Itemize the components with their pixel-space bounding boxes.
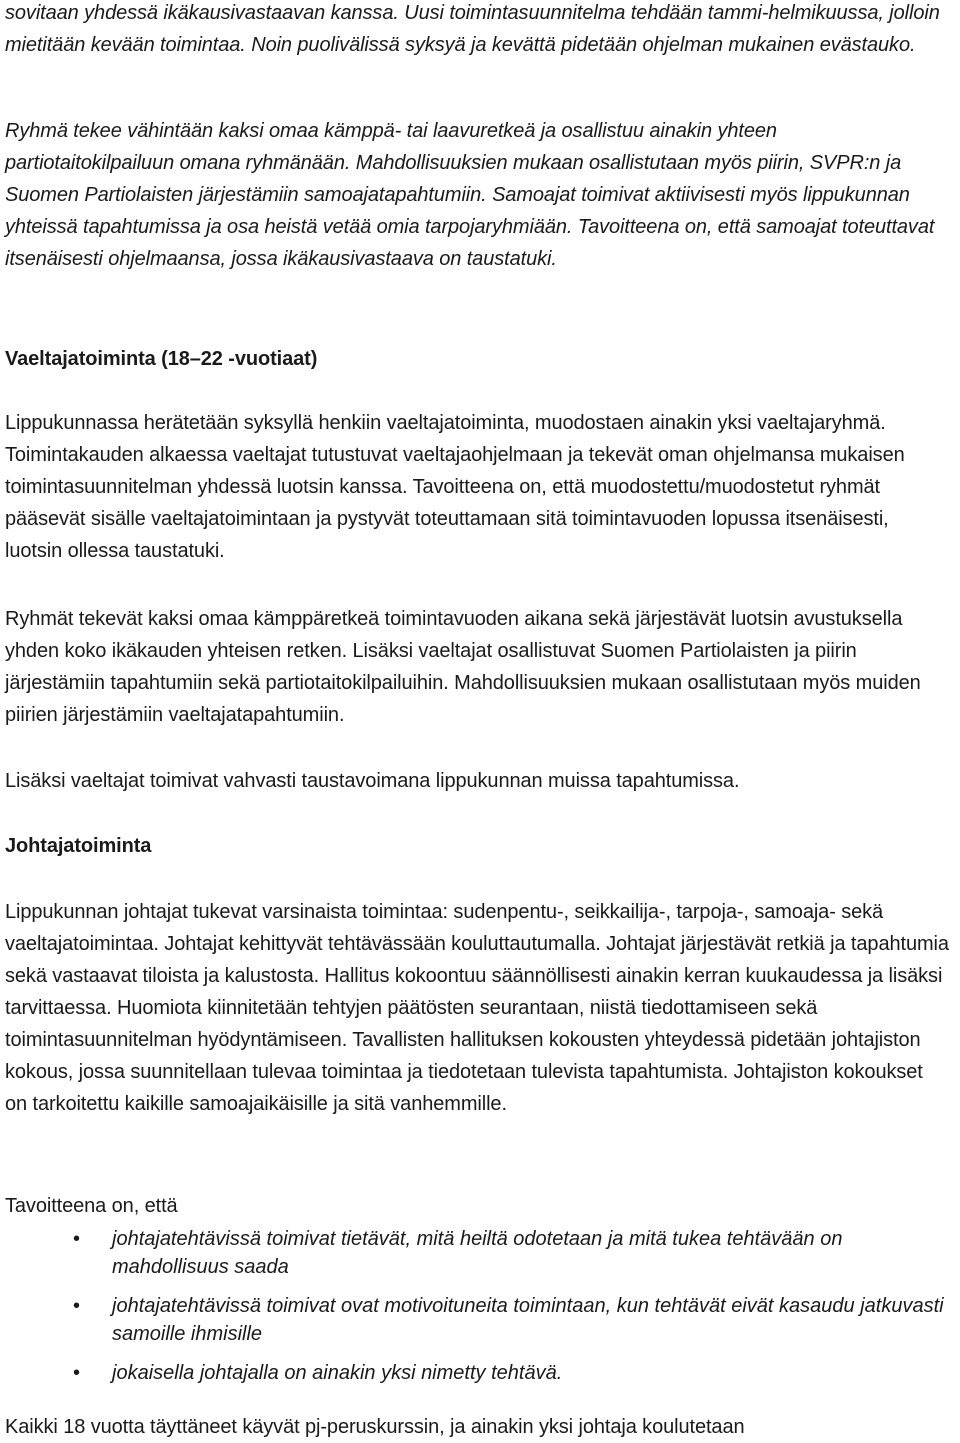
vaeltaja-paragraph-1: Lippukunnassa herätetään syksyllä henkiin vaeltajatoiminta, muodostaen ainakin yksi vaeltajaryhmä. Toimintakauden alkaessa vaeltajat tutustuvat vaeltajaohjelmaan ja tekevät oman ohjelmansa mukaisen toimintasuunnitelman yhdessä luotsin kanssa. Tavoitteena on, että muodostettu/muodostetut ryhmät pääsevät sisälle vaeltajatoimintaan ja pystyvät toteuttamaan sitä toimintavuoden lopussa itsenäisesti, luotsin ollessa taustatuki. [5,412,905,562]
list-item [5,1292,960,1348]
vaeltaja-paragraph-3: Lisäksi vaeltajat toimivat vahvasti taustavoimana lippukunnan muissa tapahtumissa. [5,770,740,792]
vaeltaja-heading: Vaeltajatoiminta (18–22 -vuotiaat) [5,348,318,370]
list-item-text: jokaisella johtajalla on ainakin yksi nimetty tehtävä. [112,1362,563,1384]
goals-intro: Tavoitteena on, että [5,1195,178,1217]
samoaja-paragraph: Ryhmä tekee vähintään kaksi omaa kämppä- tai laavuretkeä ja osallistuu ainakin yhteen partiotaitokilpailuun omana ryhmänään. Mahdollisuuksien mukaan osallistutaan myös piirin, SVPR:n ja Suomen Partiolaisten järjestämiin samoajatapahtumiin. Samoajat toimivat aktiivisesti myös lippukunnan yhteissä tapahtumissa ja osa heistä vetää omia tarpojaryhmiään. Tavoitteena on, että samoajat toteuttavat itsenäisesti ohjelmaansa, jossa ikäkausivastaava on taustatuki. [5,120,935,270]
bullet-icon: • [73,1362,81,1384]
intro-paragraph: sovitaan yhdessä ikäkausivastaavan kanssa. Uusi toimintasuunnitelma tehdään tammi-helmikuussa, jolloin mietitään kevään toimintaa. Noin puolivälissä syksyä ja kevättä pidetään ohjelman mukainen evästauko. [5,2,940,56]
vaeltaja-paragraph-2: Ryhmät tekevät kaksi omaa kämppäretkeä toimintavuoden aikana sekä järjestävät luotsin avustuksella yhden koko ikäkauden yhteisen retken. Lisäksi vaeltajat osallistuvat Suomen Partiolaisten ja piirin järjestämiin tapahtumiin sekä partiotaitokilpailuihin. Mahdollisuuksien mukaan osallistutaan myös muiden piirien järjestämiin vaeltajatapahtumiin. [5,608,921,726]
list-item-text: johtajatehtävissä toimivat tietävät, mitä heiltä odotetaan ja mitä tukea tehtävään on mahdollisuus saada [112,1228,843,1278]
johtaja-paragraph-1: Lippukunnan johtajat tukevat varsinaista toimintaa: sudenpentu-, seikkailija-, tarpoja-, samoaja- sekä vaeltajatoimintaa. Johtajat kehittyvät tehtävässään kouluttautumalla. Johtajat järjestävät retkiä ja tapahtumia sekä vastaavat tiloista ja kalustosta. Hallitus kokoontuu säännöllisesti ainakin kerran kuukaudessa ja lisäksi tarvittaessa. Huomiota kiinnitetään tehtyjen päätösten seurantaan, niistä tiedottamiseen sekä toimintasuunnitelman hyödyntämiseen. Tavallisten hallituksen kokousten yhteydessä pidetään johtajiston kokous, jossa suunnitellaan tulevaa toimintaa ja tiedotetaan tulevista tapahtumista. Johtajiston kokoukset on tarkoitettu kaikille samoajaikäisille ja sitä vanhemmille. [5,901,949,1115]
list-item [5,1225,960,1281]
last-line: Kaikki 18 vuotta täyttäneet käyvät pj-peruskurssin, ja ainakin yksi johtaja koulutetaan [5,1416,745,1438]
bullet-icon: • [73,1295,81,1317]
bullet-icon: • [73,1228,81,1250]
johtaja-heading: Johtajatoiminta [5,835,152,857]
goals-list [5,1225,960,1398]
list-item-text: johtajatehtävissä toimivat ovat motivoituneita toimintaan, kun tehtävät eivät kasaudu jatkuvasti samoille ihmisille [112,1295,944,1345]
list-item [5,1359,960,1387]
